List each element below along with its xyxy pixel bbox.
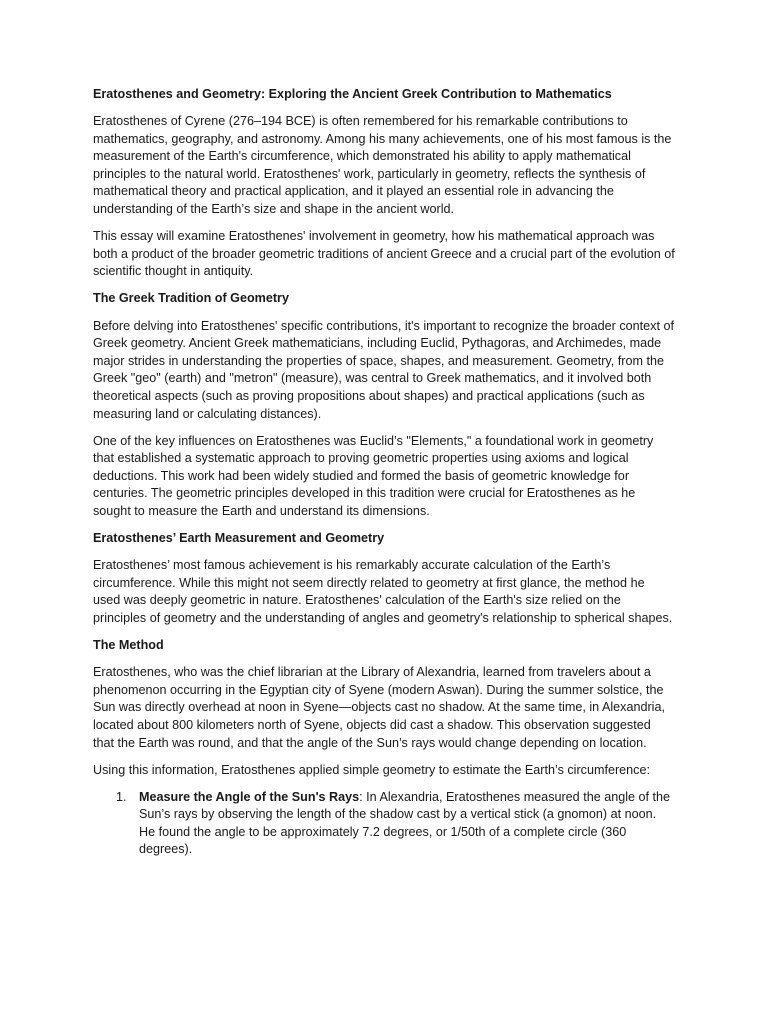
section-heading-method: The Method	[93, 638, 164, 653]
list-item-text: : In Alexandria, Eratosthenes measured the angle of the Sun’s rays by observing the length of the shadow cast by a vertical stick (a gnomon) at noon. He found the angle to be approximately 7.2 degrees, or 1/50th of a complete circle (360 degrees).	[139, 789, 671, 857]
section-heading-greek-tradition: The Greek Tradition of Geometry	[93, 291, 289, 306]
list-item-number: 1.	[116, 789, 127, 804]
list-item	[93, 789, 675, 859]
section3-paragraph-1: Eratosthenes, who was the chief librarian at the Library of Alexandria, learned from travelers about a phenomenon occurring in the Egyptian city of Syene (modern Aswan). During the summer solstice, the Sun was directly overhead at noon in Syene—objects cast no shadow. At the same time, in Alexandria, located about 800 kilometers north of Syene, objects did cast a shadow. This observation suggested that the Earth was round, and that the angle of the Sun’s rays would change depending on location.	[93, 665, 665, 750]
document-title: Eratosthenes and Geometry: Exploring the Ancient Greek Contribution to Mathematics	[93, 87, 612, 101]
section3-paragraph-2: Using this information, Eratosthenes applied simple geometry to estimate the Earth’s circumference:	[93, 762, 650, 777]
method-steps-list	[93, 789, 675, 859]
intro-paragraph-2: This essay will examine Eratosthenes' involvement in geometry, how his mathematical approach was both a product of the broader geometric traditions of ancient Greece and a crucial part of the evolution of scientific thought in antiquity.	[93, 229, 675, 279]
section-heading-earth-measurement: Eratosthenes’ Earth Measurement and Geometry	[93, 531, 385, 546]
section2-paragraph-1: Eratosthenes’ most famous achievement is his remarkably accurate calculation of the Earth’s circumference. While this might not seem directly related to geometry at first glance, the method he used was deeply geometric in nature. Eratosthenes' calculation of the Earth's size relied on the principles of geometry and the understanding of angles and geometry's relationship to spherical shapes.	[93, 558, 673, 625]
section1-paragraph-1: Before delving into Eratosthenes' specific contributions, it's important to recognize the broader context of Greek geometry. Ancient Greek mathematicians, including Euclid, Pythagoras, and Archimedes, made major strides in understanding the properties of space, shapes, and measurement. Geometry, from the Greek "geo" (earth) and "metron" (measure), was central to Greek mathematics, and it involved both theoretical aspects (such as proving propositions about shapes) and practical applications (such as measuring land or calculating distances).	[93, 318, 674, 421]
list-item-term: Measure the Angle of the Sun's Rays	[139, 789, 360, 804]
intro-paragraph-1: Eratosthenes of Cyrene (276–194 BCE) is often remembered for his remarkable contributions to mathematics, geography, and astronomy. Among his many achievements, one of his most famous is the measurement of the Earth's circumference, which demonstrated his ability to apply mathematical principles to the natural world. Eratosthenes' work, particularly in geometry, reflects the synthesis of mathematical theory and practical application, and it played an essential role in advancing the understanding of the Earth’s size and shape in the ancient world.	[93, 114, 672, 217]
section1-paragraph-2: One of the key influences on Eratosthenes was Euclid’s "Elements," a foundational work in geometry that established a systematic approach to proving geometric properties using axioms and logical deductions. This work had been widely studied and formed the basis of geometric knowledge for centuries. The geometric principles developed in this tradition were crucial for Eratosthenes as he sought to measure the Earth and understand its dimensions.	[93, 433, 654, 518]
document-page	[93, 86, 675, 859]
